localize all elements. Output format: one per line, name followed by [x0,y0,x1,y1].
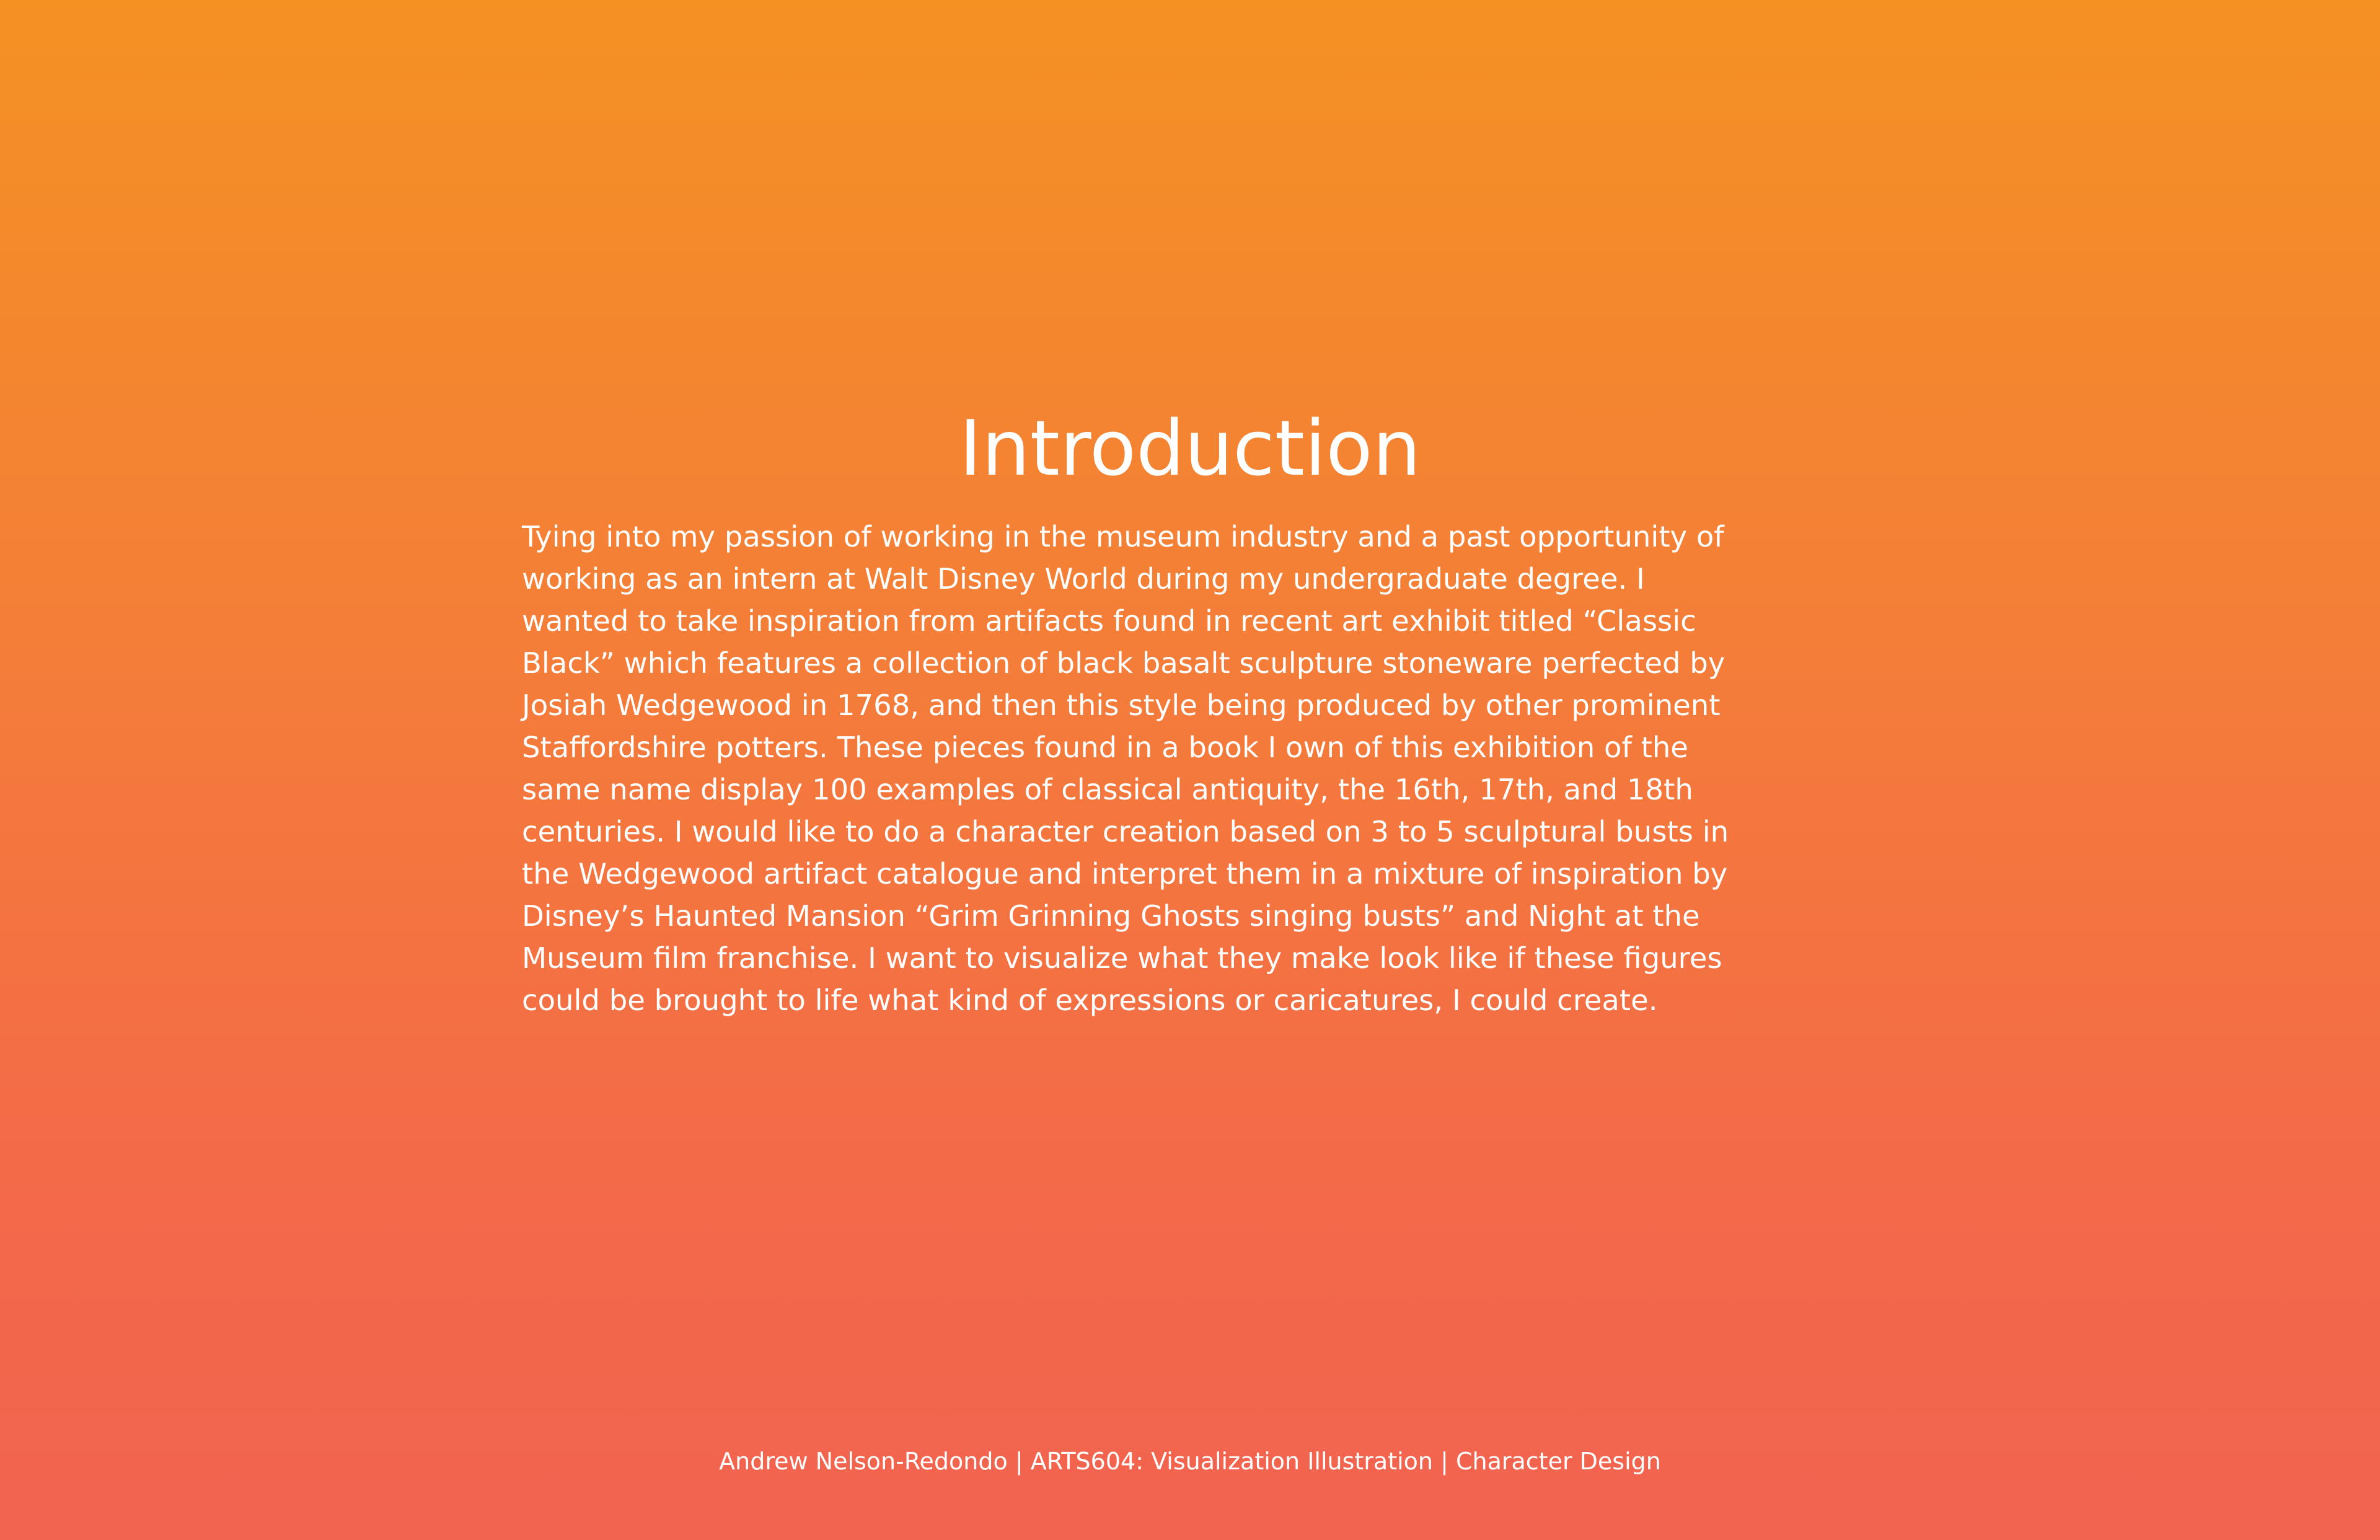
paragraph-line: wanted to take inspiration from artifacts found in recent art exhibit titled “Classic [522,604,1696,638]
page-title: Introduction [959,405,1421,493]
paragraph-line: same name display 100 examples of classical antiquity, the 16th, 17th, and 18th [522,773,1693,806]
paragraph-line: Disney’s Haunted Mansion “Grim Grinning Ghosts singing busts” and Night at the [522,899,1700,933]
paragraph-line: Museum film franchise. I want to visualize what they make look like if these figures [522,941,1722,975]
footer-credit: Andrew Nelson-Redondo | ARTS604: Visualization Illustration | Character Design [719,1448,1661,1475]
paragraph-line: centuries. I would like to do a character creation based on 3 to 5 sculptural busts in [522,815,1729,848]
paragraph-line: working as an intern at Walt Disney World during my undergraduate degree. I [522,562,1645,596]
paragraph-line: Tying into my passion of working in the museum industry and a past opportunity of [522,520,1724,553]
paragraph-line: the Wedgewood artifact catalogue and interpret them in a mixture of inspiration by [522,857,1728,891]
paragraph-line: could be brought to life what kind of expressions or caricatures, I could create. [522,983,1658,1017]
paragraph-line: Staffordshire potters. These pieces found in a book I own of this exhibition of the [522,731,1688,764]
introduction-paragraph [522,516,1885,1021]
paragraph-line: Josiah Wedgewood in 1768, and then this style being produced by other prominent [522,689,1721,722]
paragraph-line: Black” which features a collection of black basalt sculpture stoneware perfected by [522,646,1726,680]
